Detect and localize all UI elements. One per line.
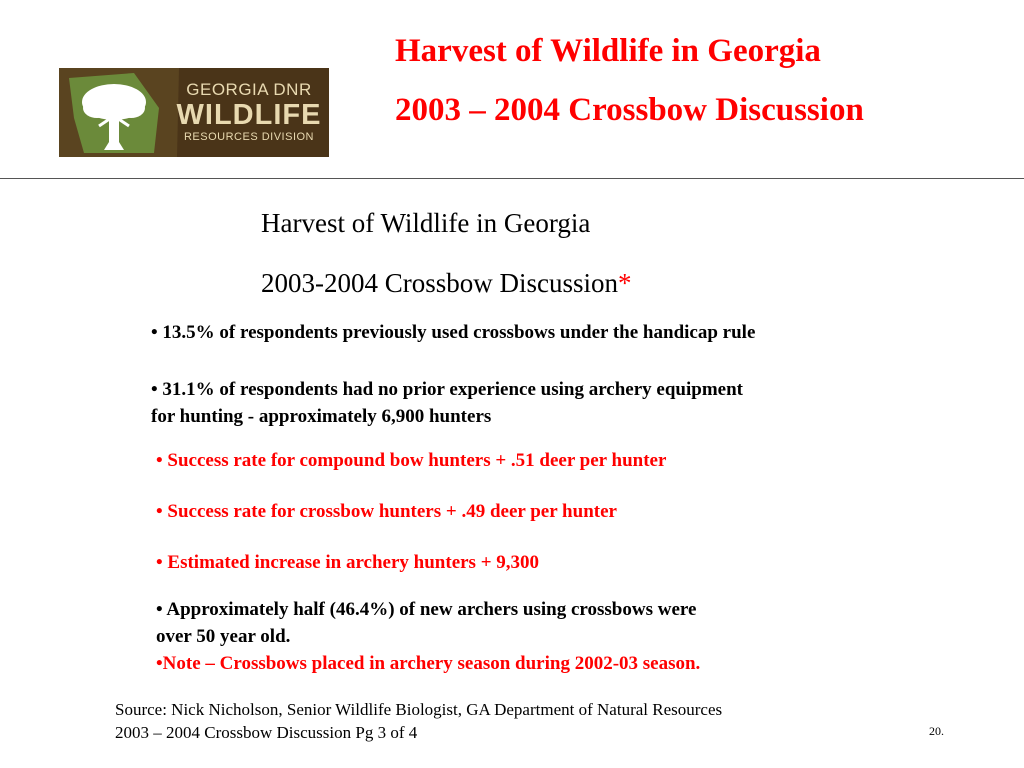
divider-line — [0, 178, 1024, 179]
content-title-line2 — [261, 268, 632, 299]
bullet-age-over-50: • Approximately half (46.4%) of new archers using crossbows were — [156, 599, 697, 620]
bullet-note: •Note – Crossbows placed in archery season during 2002-03 season. — [156, 653, 701, 674]
content-title-text: 2003-2004 Crossbow Discussion — [261, 268, 619, 298]
bullet-no-experience-cont: for hunting - approximately 6,900 hunters — [151, 406, 492, 427]
bullet-crossbow-success: • Success rate for crossbow hunters + .49 deer per hunter — [156, 501, 617, 522]
header-title-line2: 2003 – 2004 Crossbow Discussion — [395, 92, 864, 128]
source-line2: 2003 – 2004 Crossbow Discussion Pg 3 of 4 — [115, 723, 418, 742]
bullet-archery-increase: • Estimated increase in archery hunters + 9,300 — [156, 552, 540, 573]
georgia-dnr-logo — [59, 68, 329, 157]
bullet-handicap-rule: • 13.5% of respondents previously used crossbows under the handicap rule — [151, 322, 756, 343]
bullet-no-experience: • 31.1% of respondents had no prior experience using archery equipment — [151, 379, 743, 400]
logo-line3: RESOURCES DIVISION — [183, 131, 315, 143]
content-title-line1: Harvest of Wildlife in Georgia — [261, 208, 591, 238]
logo-line2: WILDLIFE — [176, 99, 322, 131]
page-number: 20. — [929, 724, 944, 738]
asterisk-mark: * — [618, 268, 632, 298]
bullet-compound-success: • Success rate for compound bow hunters + .51 deer per hunter — [156, 450, 667, 471]
logo-line1: GEORGIA DNR — [186, 80, 312, 99]
header-title-line1: Harvest of Wildlife in Georgia — [395, 33, 821, 69]
source-line1: Source: Nick Nicholson, Senior Wildlife Biologist, GA Department of Natural Resources — [115, 700, 723, 719]
bullet-age-over-50-cont: over 50 year old. — [156, 626, 291, 647]
